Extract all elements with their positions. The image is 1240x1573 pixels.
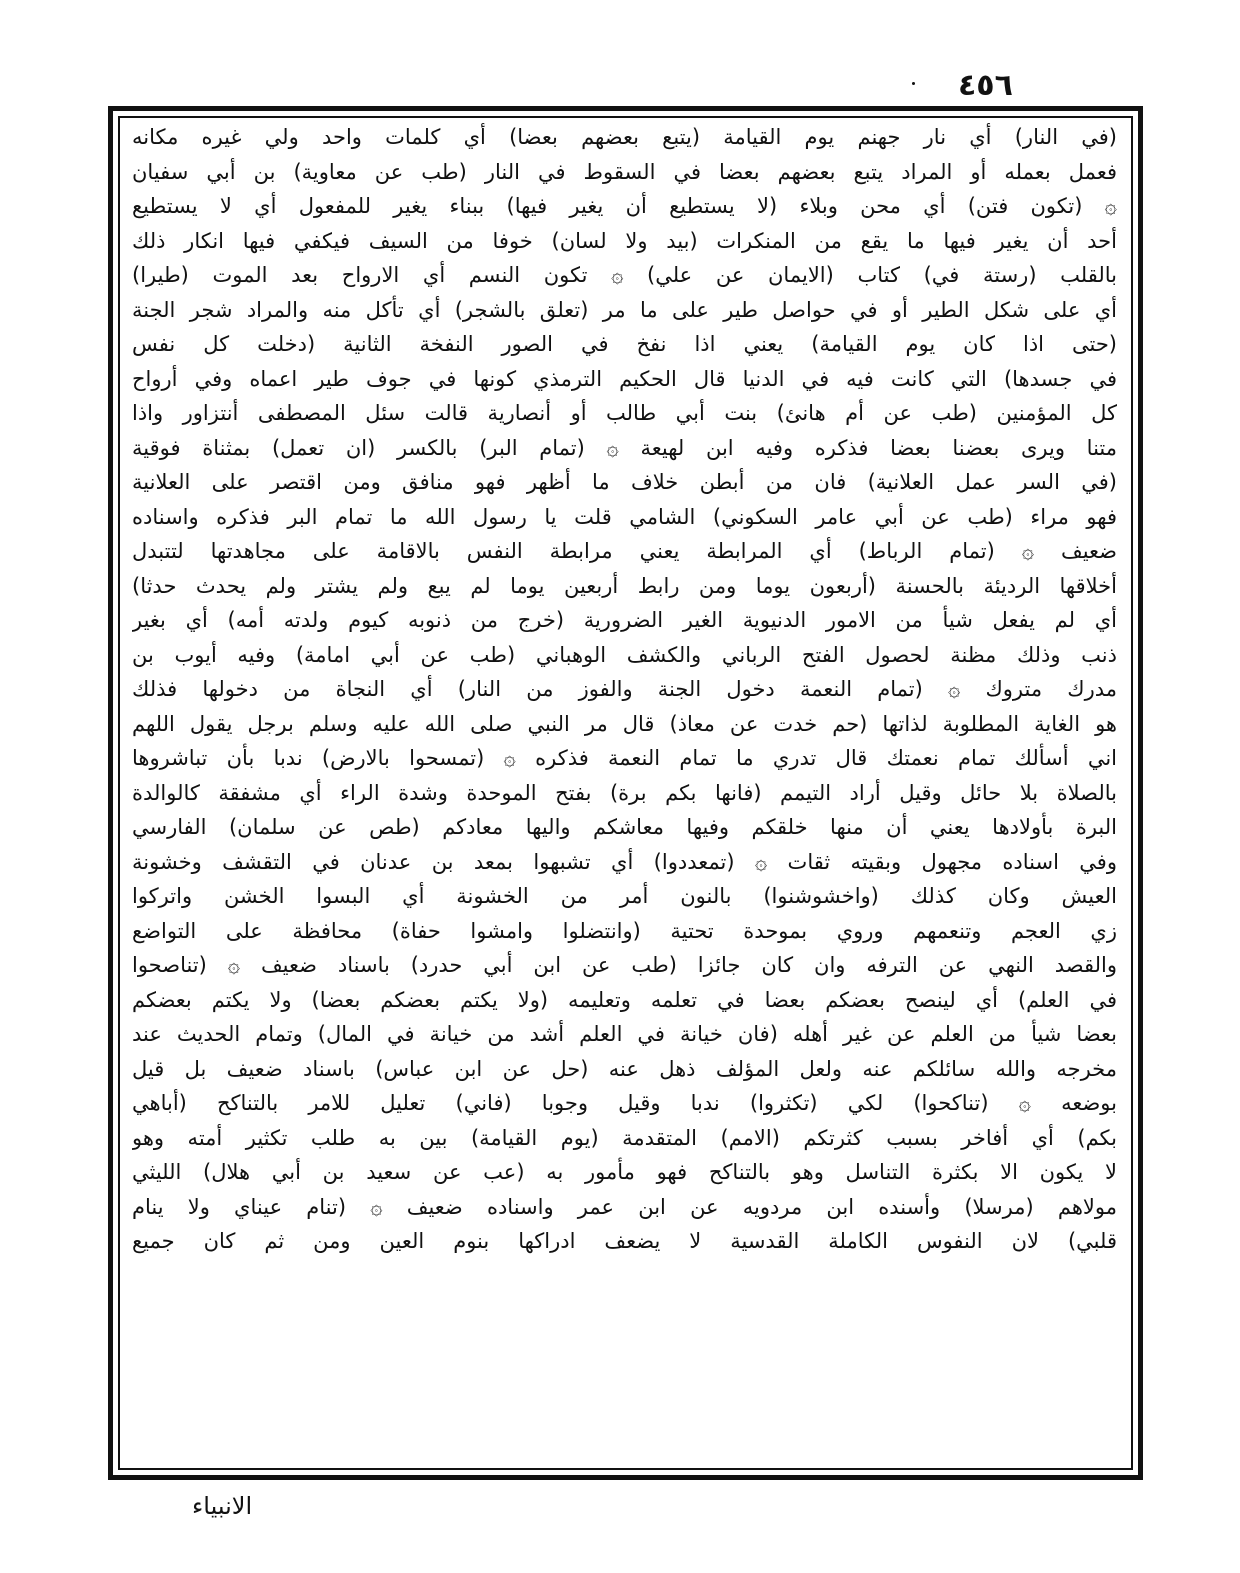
text-line: بعضا شيأ من العلم عن غير أهله (فان خيانة في العلم أشد من خيانة في المال) وتمام الحديث عند bbox=[132, 1022, 1117, 1046]
text-line: بوضعه ۞ (تناكحوا) لكي (تكثروا) ندبا وقيل وجوبا (فاني) تعليل للامر بالتناكح (أباهي bbox=[132, 1091, 1117, 1115]
text-line: أخلاقها الرديئة بالحسنة (أربعون يوما ومن رابط أربعين يوما لم يبع ولم يشتر ولم يحدث حدثا) bbox=[132, 573, 1117, 598]
text-line: العيش وكان كذلك (واخشوشنوا) بالنون أمر من الخشونة أي البسوا الخشن واتركوا bbox=[132, 884, 1117, 908]
text-line: في العلم) أي لينصح بعضكم بعضا في تعلمه وتعليمه (ولا يكتم بعضكم بعضا) ولا يكتم بعضكم bbox=[132, 987, 1117, 1012]
text-line: البرة بأولادها يعني أن منها خلقكم وفيها معاشكم واليها معادكم (طص عن سلمان) الفارسي bbox=[132, 815, 1117, 839]
text-line: متنا ويرى بعضنا بعضا فذكره وفيه ابن لهيعة ۞ (تمام البر) بالكسر (ان تعمل) بمثناة فوقية bbox=[132, 435, 1117, 460]
text-line: (حتى اذا كان يوم القيامة) يعني اذا نفخ في الصور النفخة الثانية (دخلت كل نفس bbox=[132, 332, 1117, 356]
text-line: (في السر عمل العلانية) فان من أبطن خلاف ما أظهر فهو منافق ومن اقتصر على العلانية bbox=[132, 470, 1117, 494]
text-line: مخرجه والله سائلكم عنه ولعل المؤلف ذهل عنه (حل عن ابن عباس) باسناد ضعيف بل قيل bbox=[132, 1056, 1117, 1081]
text-line: كل المؤمنين (طب عن أم هانئ) بنت أبي طالب أو أنصارية قالت سئل المصطفى أنتزاور واذا bbox=[132, 401, 1117, 425]
text-line: مدرك متروك ۞ (تمام النعمة دخول الجنة والفوز من النار) أي النجاة من دخولها فذلك bbox=[132, 677, 1117, 701]
ink-dot bbox=[912, 82, 915, 85]
text-line: بكم) أي أفاخر بسبب كثرتكم (الامم) المتقدمة (يوم القيامة) بين به طلب تكثير أمته وهو bbox=[132, 1125, 1117, 1150]
text-line: مولاهم (مرسلا) وأسنده ابن مردويه عن ابن عمر واسناده ضعيف ۞ (تنام عيناي ولا ينام bbox=[132, 1194, 1117, 1219]
main-text bbox=[132, 120, 1117, 1466]
text-line: أي لم يفعل شيأ من الامور الدنيوية الغير الضرورية (خرج من ذنوبه كيوم ولدته أمه) أي بغير bbox=[132, 608, 1117, 632]
text-line: في جسدها) التي كانت فيه في الدنيا قال الحكيم الترمذي كونها في جوف طير اعماه وفي أرواح bbox=[132, 366, 1117, 391]
text-line: فعمل بعمله أو المراد يتبع بعضهم بعضا في السقوط في النار (طب عن معاوية) بن أبي سفيان bbox=[132, 159, 1117, 184]
text-line: أي على شكل الطير أو في حواصل طير على ما مر (تعلق بالشجر) أي تأكل منه والمراد شجر الجنة bbox=[132, 297, 1117, 322]
text-line: بالقلب (رستة في) كتاب (الايمان عن علي) ۞ تكون النسم أي الارواح بعد الموت (طيرا) bbox=[132, 263, 1117, 287]
text-line: قلبي) لان النفوس الكاملة القدسية لا يضعف ادراكها بنوم العين ومن ثم كان جميع bbox=[132, 1229, 1117, 1253]
text-line: والقصد النهي عن الترفه وان كان جائزا (طب عن ابن أبي حدرد) باسناد ضعيف ۞ (تناصحوا bbox=[132, 953, 1117, 977]
text-line: أحد أن يغير فيها ما يقع من المنكرات (بيد ولا لسان) خوفا من السيف فيكفي فيها انكار ذلك bbox=[132, 228, 1117, 253]
text-line: فهو مراء (طب عن أبي عامر السكوني) الشامي قلت يا رسول الله ما تمام البر فذكره واسناده bbox=[132, 504, 1117, 529]
text-line: زي العجم وتنعمهم وروي بموحدة تحتية (وانتضلوا وامشوا حفاة) محافظة على التواضع bbox=[132, 918, 1117, 943]
text-line: ضعيف ۞ (تمام الرباط) أي المرابطة يعني مرابطة النفس بالاقامة على مجاهدتها لتتبدل bbox=[132, 539, 1117, 563]
catchword: الانبياء bbox=[192, 1492, 253, 1520]
text-line: بالصلاة بلا حائل وقيل أراد التيمم (فانها بكم برة) بفتح الموحدة وشدة الراء أي مشفقة كالوالدة bbox=[132, 780, 1117, 805]
text-line: لا يكون الا بكثرة التناسل وهو بالتناكح فهو مأمور به (عب عن سعيد بن أبي هلال) الليثي bbox=[132, 1160, 1117, 1184]
text-line: هو الغاية المطلوبة لذاتها (حم خدت عن معاذ) قال مر النبي صلى الله عليه وسلم برجل يقول اللهم bbox=[132, 711, 1117, 736]
text-line: ۞ (تكون فتن) أي محن وبلاء (لا يستطيع أن يغير فيها) ببناء يغير للمفعول أي لا يستطيع bbox=[132, 194, 1117, 218]
text-line: ذنب وذلك مظنة لحصول الفتح الرباني والكشف الوهباني (طب عن أبي امامة) وفيه أيوب بن bbox=[132, 642, 1117, 667]
page-number: ٤٥٦ bbox=[958, 68, 1013, 103]
text-line: (في النار) أي نار جهنم يوم القيامة (يتبع بعضهم بعضا) أي كلمات واحد ولي غيره مكانه bbox=[132, 125, 1117, 149]
text-line: وفي اسناده مجهول وبقيته ثقات ۞ (تمعددوا) أي تشبهوا بمعد بن عدنان في التقشف وخشونة bbox=[132, 849, 1117, 874]
text-line: اني أسألك تمام نعمتك قال تدري ما تمام النعمة فذكره ۞ (تمسحوا بالارض) ندبا بأن تباشروها bbox=[132, 746, 1117, 770]
